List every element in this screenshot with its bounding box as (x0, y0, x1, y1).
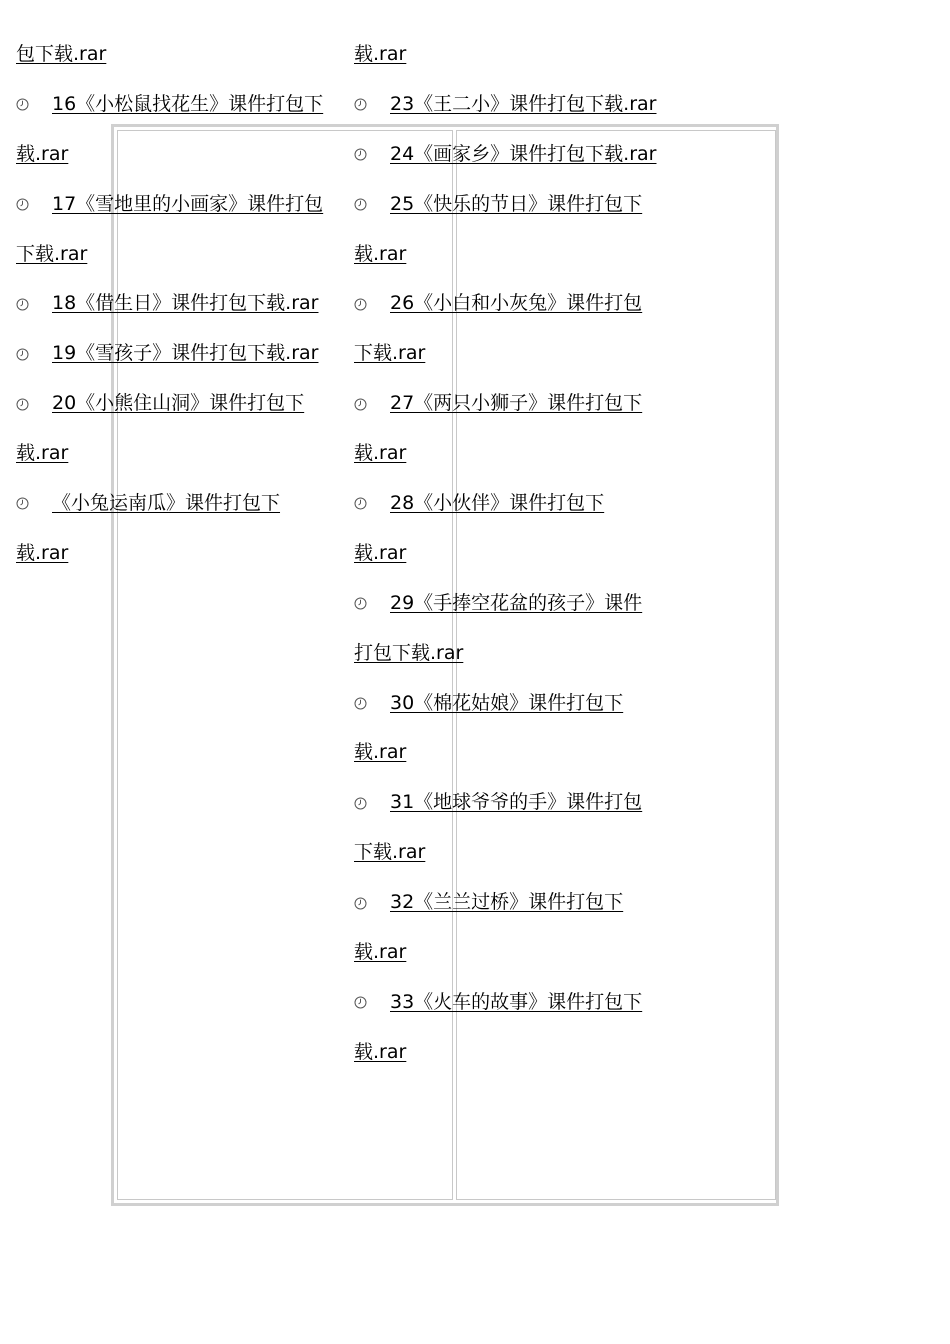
download-link[interactable]: 30《棉花姑娘》课件打包下 (390, 691, 624, 714)
list-item (354, 180, 658, 230)
list-item (16, 329, 334, 379)
clock-icon (16, 497, 29, 510)
list-item (354, 679, 658, 729)
list-item (354, 379, 658, 429)
download-link[interactable]: 31《地球爷爷的手》课件打包 (390, 791, 643, 814)
clock-icon (354, 98, 367, 111)
download-link[interactable]: 17《雪地里的小画家》课件打包 (52, 192, 324, 215)
clock-icon (16, 298, 29, 311)
list-item-continuation (354, 30, 658, 80)
download-link[interactable]: 载.rar (16, 142, 69, 165)
list-item-continuation (16, 30, 334, 80)
list-item (354, 778, 658, 828)
download-link[interactable]: 载.rar (354, 941, 407, 964)
list-item-continuation (16, 130, 334, 180)
download-link[interactable]: 下载.rar (16, 242, 88, 265)
download-link[interactable]: 25《快乐的节日》课件打包下 (390, 192, 643, 215)
list-item-continuation (16, 429, 334, 479)
clock-icon (16, 348, 29, 361)
clock-icon (16, 98, 29, 111)
download-link[interactable]: 27《两只小狮子》课件打包下 (390, 392, 643, 415)
download-link[interactable]: 打包下载.rar (354, 641, 464, 664)
clock-icon (354, 497, 367, 510)
list-item-continuation (16, 230, 334, 280)
download-link[interactable]: 载.rar (354, 43, 407, 65)
clock-icon (354, 148, 367, 161)
download-link[interactable]: 载.rar (16, 442, 69, 465)
right-column-list (354, 30, 658, 1078)
list-item (354, 878, 658, 928)
list-item-continuation (354, 230, 658, 280)
clock-icon (16, 198, 29, 211)
list-item-continuation (354, 429, 658, 479)
download-link[interactable]: 下载.rar (354, 342, 426, 365)
list-item-continuation (354, 529, 658, 579)
download-link[interactable]: 33《火车的故事》课件打包下 (390, 990, 643, 1013)
list-item (354, 130, 658, 180)
list-item-continuation (354, 828, 658, 878)
list-item (354, 479, 658, 529)
clock-icon (354, 897, 367, 910)
download-link[interactable]: 19《雪孩子》课件打包下载.rar (52, 342, 319, 365)
list-item (16, 479, 334, 529)
list-item-continuation (354, 329, 658, 379)
list-item (354, 279, 658, 329)
list-item (354, 579, 658, 629)
clock-icon (354, 797, 367, 810)
list-item (16, 279, 334, 329)
clock-icon (354, 398, 367, 411)
clock-icon (354, 198, 367, 211)
list-item-continuation (354, 728, 658, 778)
list-item-continuation (354, 629, 658, 679)
download-link[interactable]: 载.rar (354, 741, 407, 764)
list-item (354, 978, 658, 1028)
left-column-list (16, 30, 334, 579)
download-link[interactable]: 20《小熊住山洞》课件打包下 (52, 392, 305, 415)
list-item (354, 80, 658, 130)
download-link[interactable]: 包下载.rar (16, 43, 107, 65)
clock-icon (354, 298, 367, 311)
download-link[interactable]: 载.rar (354, 1040, 407, 1063)
download-link[interactable]: 32《兰兰过桥》课件打包下 (390, 891, 624, 914)
download-link[interactable]: 29《手捧空花盆的孩子》课件 (390, 591, 643, 614)
download-link[interactable]: 载.rar (16, 541, 69, 564)
list-item-continuation (354, 928, 658, 978)
download-link[interactable]: 载.rar (354, 442, 407, 465)
download-link[interactable]: 26《小白和小灰兔》课件打包 (390, 292, 643, 315)
download-link[interactable]: 《小兔运南瓜》课件打包下 (52, 492, 281, 515)
clock-icon (354, 597, 367, 610)
download-link[interactable]: 23《王二小》课件打包下载.rar (390, 92, 657, 115)
download-link[interactable]: 载.rar (354, 242, 407, 265)
download-link[interactable]: 下载.rar (354, 841, 426, 864)
list-item (16, 379, 334, 429)
download-link[interactable]: 24《画家乡》课件打包下载.rar (390, 142, 657, 165)
list-item (16, 80, 334, 130)
download-link[interactable]: 28《小伙伴》课件打包下 (390, 492, 605, 515)
clock-icon (16, 398, 29, 411)
clock-icon (354, 996, 367, 1009)
clock-icon (354, 697, 367, 710)
download-link[interactable]: 18《借生日》课件打包下载.rar (52, 292, 319, 315)
download-link[interactable]: 16《小松鼠找花生》课件打包下 (52, 92, 324, 115)
list-item-continuation (354, 1028, 658, 1078)
download-link[interactable]: 载.rar (354, 541, 407, 564)
list-item-continuation (16, 529, 334, 579)
list-item (16, 180, 334, 230)
